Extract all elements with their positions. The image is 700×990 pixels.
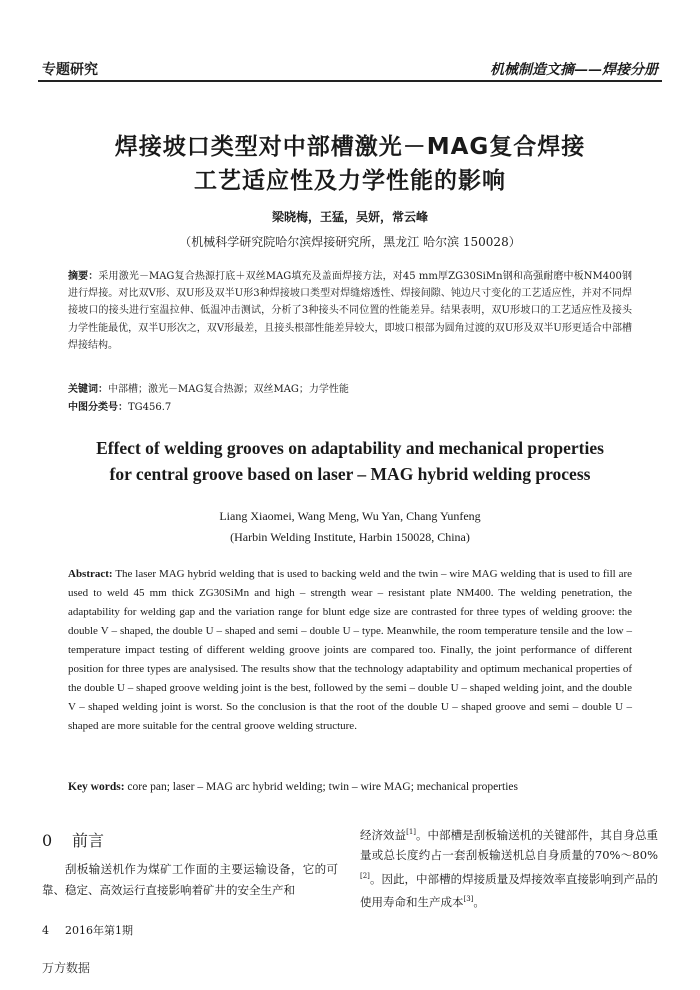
body-right-p4: 。 (473, 894, 485, 909)
affiliation-en: (Harbin Welding Institute, Harbin 150028, China) (230, 530, 470, 544)
section-label: 专题研究 (42, 62, 98, 78)
authors-zh: 梁晓梅，王猛，吴妍，常云峰 (271, 210, 428, 224)
watermark: 万方数据 (42, 961, 91, 975)
section-title: 前言 (72, 831, 105, 850)
affiliation-zh: （机械科学研究院哈尔滨焊接研究所，黑龙江 哈尔滨 150028） (179, 235, 521, 249)
abstract-zh (68, 268, 632, 354)
body-right-column (360, 822, 658, 912)
page-footer (42, 922, 149, 938)
classification-number (68, 398, 171, 413)
section-number: 0 (42, 831, 53, 850)
keywords-en-label: Key words: (68, 781, 125, 793)
citation-2[interactable]: [2] (360, 871, 370, 880)
title-zh-line2: 工艺适应性及力学性能的影响 (194, 168, 506, 194)
citation-1[interactable]: [1] (406, 828, 417, 836)
abstract-en-text: The laser MAG hybrid welding that is used to backing weld and the twin – wire MAG welding that is used to fill are used to weld 45 mm thick ZG30SiMn and high – strength wear – resistant plate NM400. The welding penetration, the adaptability for welding gap and the variation range for blunt edge size are contrasted for three types of welding groove: the double V – shaped, the double U – shaped and semi – double U – type. Meanwhile, the room temperature tensile and the low – temperature impact testing of different welding groove joints are compared too. Finally, the joint performance of different position for three types are analysised. The results show that the technology adaptability and optimum mechanical properties of the double U – shaped groove welding joint is the best, followed by the semi – double U – shaped welding joint, and the double V – shaped welding joint is worst. So the conclusion is that the root of the double U – shaped groove and semi – double U – shaped are more suitable for the central groove welding structure. (68, 568, 632, 732)
title-en-line2: for central groove based on laser – MAG hybrid welding process (109, 464, 591, 484)
body-right-p1: 经济效益 (360, 827, 407, 842)
abstract-en (68, 565, 632, 736)
title-en-line1: Effect of welding grooves on adaptability and mechanical properties (96, 438, 604, 458)
keywords-zh (68, 380, 349, 395)
title-zh-line1: 焊接坡口类型对中部槽激光－MAG复合焊接 (114, 134, 586, 160)
page-number: 4 (42, 924, 49, 937)
body-left-column: 刮板输送机作为煤矿工作面的主要运输设备，它的可靠、稳定、高效运行直接影响着矿井的安全生产和 (42, 862, 338, 897)
journal-name: 机械制造文摘——焊接分册 (490, 62, 658, 78)
section-heading (42, 828, 104, 851)
classification-label: 中图分类号： (68, 402, 128, 413)
body-right-p3: 。因此，中部槽的焊接质量及焊接效率直接影响到产品的使用寿命和生产成本 (360, 871, 658, 909)
keywords-zh-text: 中部槽；激光－MAG复合热源；双丝MAG；力学性能 (108, 384, 349, 395)
issue-label: 2016年第1期 (65, 924, 133, 937)
header-divider (38, 80, 662, 82)
authors-en: Liang Xiaomei, Wang Meng, Wu Yan, Chang Yunfeng (219, 509, 481, 523)
abstract-zh-label: 摘要： (68, 271, 99, 282)
abstract-zh-text: 采用激光－MAG复合热源打底＋双丝MAG填充及盖面焊接方法，对45 mm厚ZG30SiMn钢和高强耐磨中板NM400钢进行焊接。对比双V形、双U形及双半U形3种焊接坡口类型对焊缝熔透性、焊接间隙、钝边尺寸变化的工艺适应性，并对不同焊接坡口的接头进行室温拉伸、低温冲击测试，分析了3种接头不同位置的性能差异。结果表明，双U形坡口的工艺适应性及接头力学性能最优，双半U形次之，双V形最差，且接头根部性能差异较大，即坡口根部为圆角过渡的双U形及双半U形更适合中部槽焊接结构。 (68, 271, 633, 351)
classification-text: TG456.7 (128, 402, 172, 413)
keywords-zh-label: 关键词： (68, 384, 108, 395)
abstract-en-label: Abstract: (68, 568, 113, 580)
keywords-en (68, 781, 518, 793)
keywords-en-text: core pan; laser – MAG arc hybrid welding; twin – wire MAG; mechanical properties (127, 781, 518, 793)
citation-3[interactable]: [3] (463, 895, 474, 904)
body-right-p2: 。中部槽是刮板输送机的关键部件，其自身总重量或总长度约占一套刮板输送机总自身质量的70%～80% (360, 827, 658, 863)
